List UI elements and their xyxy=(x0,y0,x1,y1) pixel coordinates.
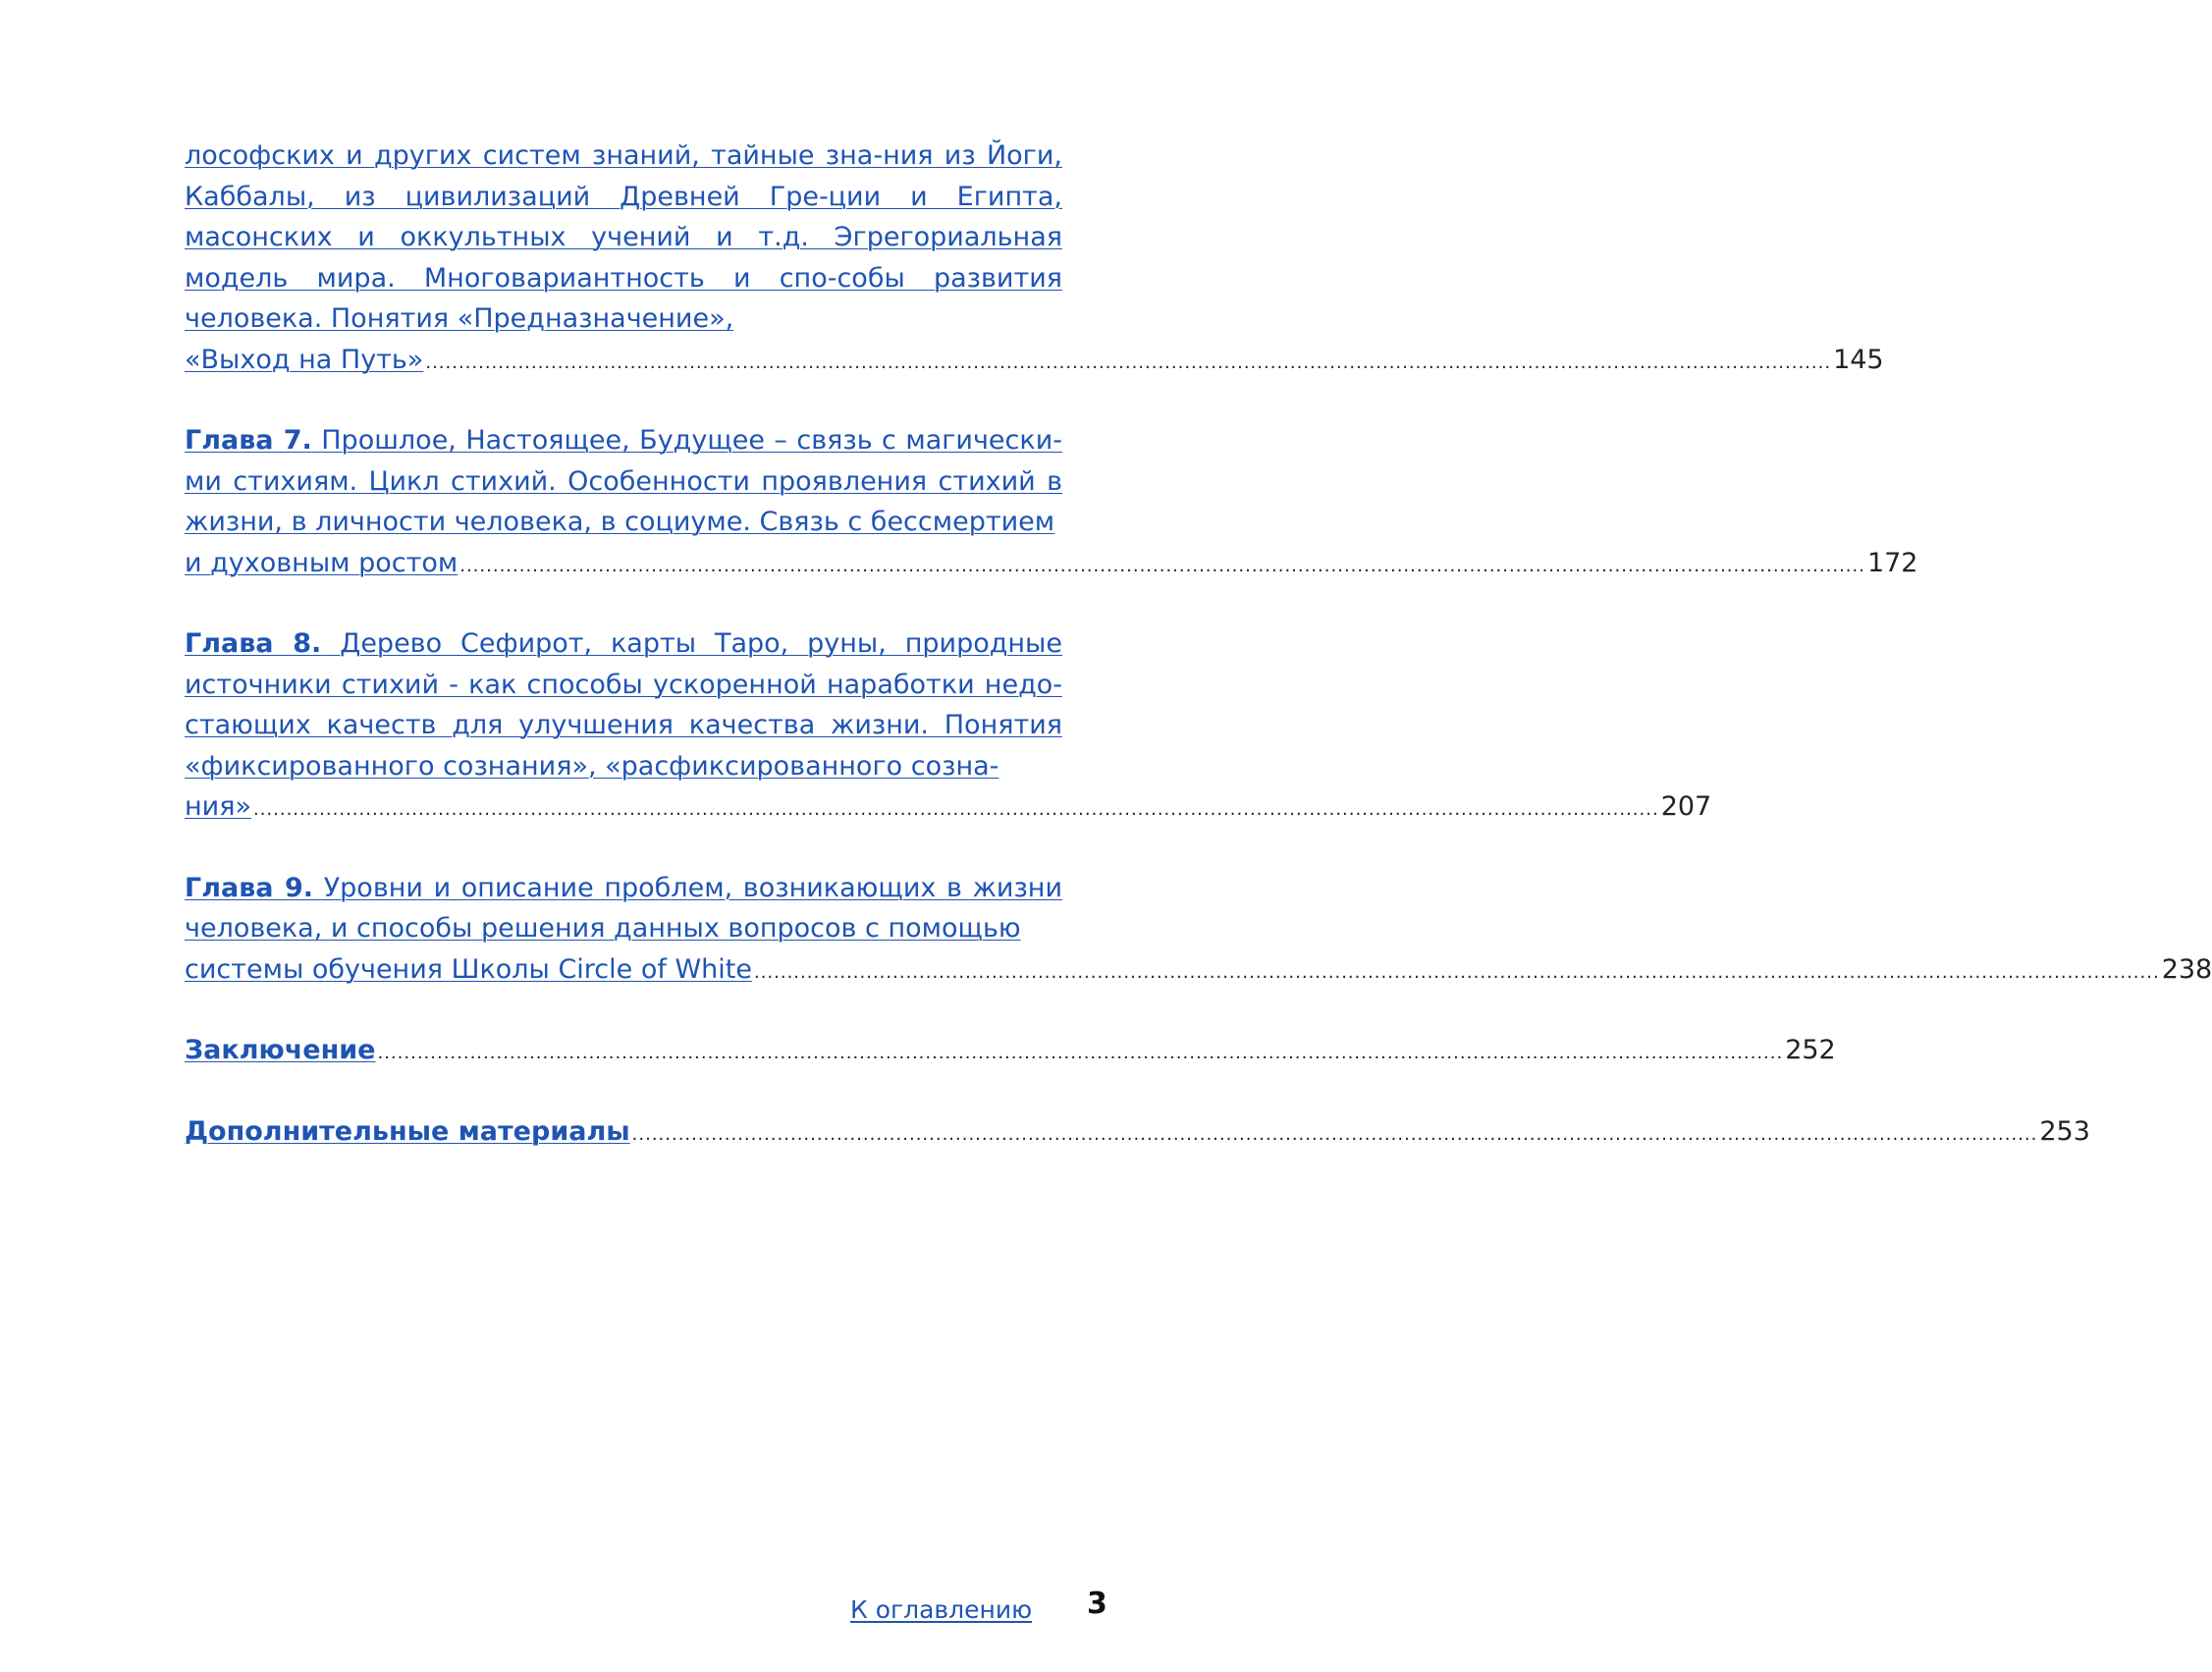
toc-entry-last-line[interactable] xyxy=(185,1030,1836,1071)
dot-leader: ..................................................................................................................................................................................................................... xyxy=(252,799,1659,820)
dot-leader: ..................................................................................................................................................................................................................... xyxy=(631,1123,2038,1145)
toc-entry-title[interactable]: Заключение xyxy=(185,1035,376,1065)
table-of-contents xyxy=(185,135,2212,1192)
toc-entry-chapter-9[interactable] xyxy=(185,868,2212,991)
toc-entry-last-line[interactable] xyxy=(185,543,1918,584)
toc-entry-additional-materials[interactable] xyxy=(185,1111,2090,1153)
toc-entry-text[interactable] xyxy=(185,868,1062,949)
chapter-heading[interactable]: Глава 8. xyxy=(185,628,322,659)
dot-leader: ..................................................................................................................................................................................................................... xyxy=(425,351,1832,373)
toc-entry-conclusion[interactable] xyxy=(185,1030,1836,1071)
toc-page-number: 253 xyxy=(2039,1115,2090,1147)
toc-entry-title-tail[interactable]: ния» xyxy=(185,791,251,822)
toc-entry-body[interactable]: Дерево Сефирот, карты Таро, руны, природные источники стихий - как способы ускоренной наработки недо-стающих качеств для улучшения качества жизни. Понятия «фиксированного сознания», «расфиксированного созна- xyxy=(185,628,1062,782)
toc-entry-body[interactable]: Прошлое, Настоящее, Будущее – связь с магически-ми стихиям. Цикл стихий. Особенности проявления стихий в жизни, в личности человека, в социуме. Связь с бессмертием xyxy=(185,425,1062,537)
toc-entry-last-line[interactable] xyxy=(185,340,1884,381)
toc-page-number: 238 xyxy=(2161,953,2212,985)
dot-leader: ..................................................................................................................................................................................................................... xyxy=(753,961,2160,983)
toc-entry-continued[interactable] xyxy=(185,135,1884,380)
toc-page-number: 172 xyxy=(1866,547,1918,578)
toc-entry-title-tail[interactable]: и духовным ростом xyxy=(185,547,459,578)
toc-entry-last-line[interactable] xyxy=(185,949,2212,991)
toc-entry-text[interactable] xyxy=(185,420,1062,543)
toc-entry-title-tail[interactable]: «Выход на Путь» xyxy=(185,344,424,375)
toc-entry-body[interactable]: лософских и других систем знаний, тайные зна-ния из Йоги, Каббалы, из цивилизаций Древней Гре-ции и Египта, масонских и оккультных учений и т.д. Эгрегориальная модель мира. Многовариантность и спо-собы развития человека. Понятия «Предназначение», xyxy=(185,140,1062,334)
back-to-contents-link[interactable]: К оглавлению xyxy=(850,1595,1033,1624)
toc-entry-chapter-7[interactable] xyxy=(185,420,1918,583)
toc-entry-text[interactable] xyxy=(185,623,1062,786)
toc-entry-title-tail[interactable]: системы обучения Школы Circle of White xyxy=(185,953,752,985)
toc-entry-last-line[interactable] xyxy=(185,1111,2090,1153)
toc-page-number: 252 xyxy=(1785,1035,1836,1065)
dot-leader: ..................................................................................................................................................................................................................... xyxy=(459,555,1865,576)
toc-entry-text[interactable] xyxy=(185,135,1062,340)
chapter-heading[interactable]: Глава 7. xyxy=(185,425,312,456)
toc-entry-body[interactable]: Уровни и описание проблем, возникающих в жизни человека, и способы решения данных вопросов с помощью xyxy=(185,872,1062,944)
toc-entry-last-line[interactable] xyxy=(185,786,1712,828)
toc-entry-chapter-8[interactable] xyxy=(185,623,1712,828)
chapter-heading[interactable]: Глава 9. xyxy=(185,872,314,903)
toc-entry-title[interactable]: Дополнительные материалы xyxy=(185,1115,630,1147)
toc-page-number: 207 xyxy=(1660,791,1712,822)
page-number: 3 xyxy=(1087,1587,1107,1621)
toc-page-number: 145 xyxy=(1833,344,1884,375)
dot-leader: ..................................................................................................................................................................................................................... xyxy=(377,1043,1784,1063)
